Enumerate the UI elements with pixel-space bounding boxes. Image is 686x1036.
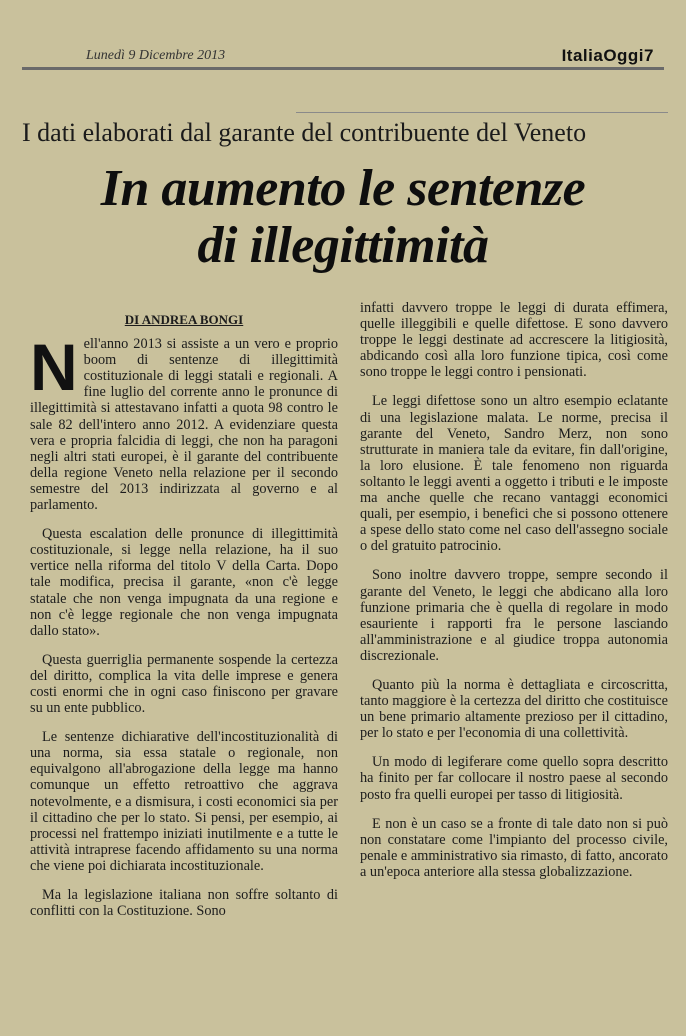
article-paragraph: Ma la legislazione italiana non soffre soltanto di conflitti con la Costituzione. Sono: [30, 887, 338, 920]
article-kicker: I dati elaborati dal garante del contribuente del Veneto: [22, 118, 587, 147]
article-paragraph: Quanto più la norma è dettagliata e circoscritta, tanto maggiore è la certezza del diritto che costituisce un bene primario altamente prezioso per il cittadino, per lo stato e per l'economia di una collettività.: [360, 676, 668, 742]
article-headline: [0, 160, 686, 274]
article-paragraph: Le sentenze dichiarative dell'incostituzionalità di una norma, sia essa statale o regionale, non equivalgono all'abrogazione della legge ma hanno comunque un effetto retroattivo che aggrava notevolmente, e a dismisura, i costi economici sia per il cittadino che per lo stato. Si pensi, per esempio, ai processi nel frattempo iniziati inutilmente e a tutte le attività intraprese facendo affidamento su una norma che viene poi dichiarata incostituzionale.: [30, 729, 338, 874]
headline-line-2: di illegittimità: [197, 217, 489, 274]
article-paragraph: Questa escalation delle pronunce di illegittimità costituzionale, si legge nella relazione, ha il suo vertice nella riforma del titolo V della Carta. Dopo tale modifica, precisa il garante, «non c'è legge statale che non venga impugnata da una regione e non c'è legge regionale che non venga impugnata dallo stato».: [30, 526, 338, 639]
newspaper-name: ItaliaOggi7: [561, 46, 654, 65]
article-paragraph: infatti davvero troppe le leggi di durata effimera, quelle illeggibili e quelle difettose. E sono davvero troppe le leggi destinate ad accrescere la litigiosità, abdicando così alla loro funzione tipica, così come sono troppe le leggi contro i pensionati.: [360, 300, 668, 381]
issue-date: Lunedì 9 Dicembre 2013: [86, 48, 226, 63]
article-paragraph: Sono inoltre davvero troppe, sempre secondo il garante del Veneto, le leggi che abdicano alla loro funzione primaria che è quella di regolare in modo esauriente i rapporti fra le persone lasciando all'amministrazione e al giudice troppa autonomia discrezionale.: [360, 567, 668, 664]
article-paragraph: Questa guerriglia permanente sospende la certezza del diritto, complica la vita delle imprese e genera costi enormi che in ogni caso finiscono per gravare su un ente pubblico.: [30, 651, 338, 717]
article-column-right: [360, 300, 668, 893]
article-paragraph: [30, 330, 338, 514]
header-rule: [22, 67, 664, 70]
article-paragraph: Le leggi difettose sono un altro esempio eclatante di una legislazione malata. Le norme, precisa il garante del Veneto, Sandro Merz, non sono strutturate in maniera tale da evitare, fin dall'origine, la loro elusione. È tale fenomeno non riguarda soltanto le leggi aventi a oggetto i tributi e le imposte ma anche quelle che recano vantaggi economici quali, per esempio, i benefici che si possono ottenere a spese dello stato come nel caso dell'assegno sociale o del gratuito patrocinio.: [360, 393, 668, 555]
article-column-left: [30, 300, 338, 932]
page-header: [22, 48, 664, 68]
paragraph-text: ell'anno 2013 si assiste a un vero e proprio boom di sentenze di illegittimità costituzionale di leggi statali e regionali. A fine luglio del corrente anno le pronunce di illegittimità si attestavano infatti a quota 98 contro le sale 82 dell'intero anno 2012. A evidenziare questa vera e propria falcidia di leggi, che non ha paragoni negli altri stati europei, è il garante del contribuente della regione Veneto nella relazione per il secondo semestre del 2013 indirizzata al governo e al parlamento.: [30, 336, 338, 514]
article-paragraph: E non è un caso se a fronte di tale dato non si può non constatare come l'impianto del processo civile, penale e amministrativo sia rimasto, di fatto, ancorato a un'epoca anteriore alla stessa globalizzazione.: [360, 815, 668, 880]
kicker-rule: [296, 112, 668, 113]
headline-line-1: In aumento le sentenze: [100, 160, 586, 217]
article-paragraph: Un modo di legiferare come quello sopra descritto ha finito per far collocare il nostro paese al secondo posto fra quelli europei per tasso di litigiosità.: [360, 754, 668, 803]
byline: DI ANDREA BONGI: [124, 312, 244, 327]
drop-cap: N: [30, 330, 78, 405]
